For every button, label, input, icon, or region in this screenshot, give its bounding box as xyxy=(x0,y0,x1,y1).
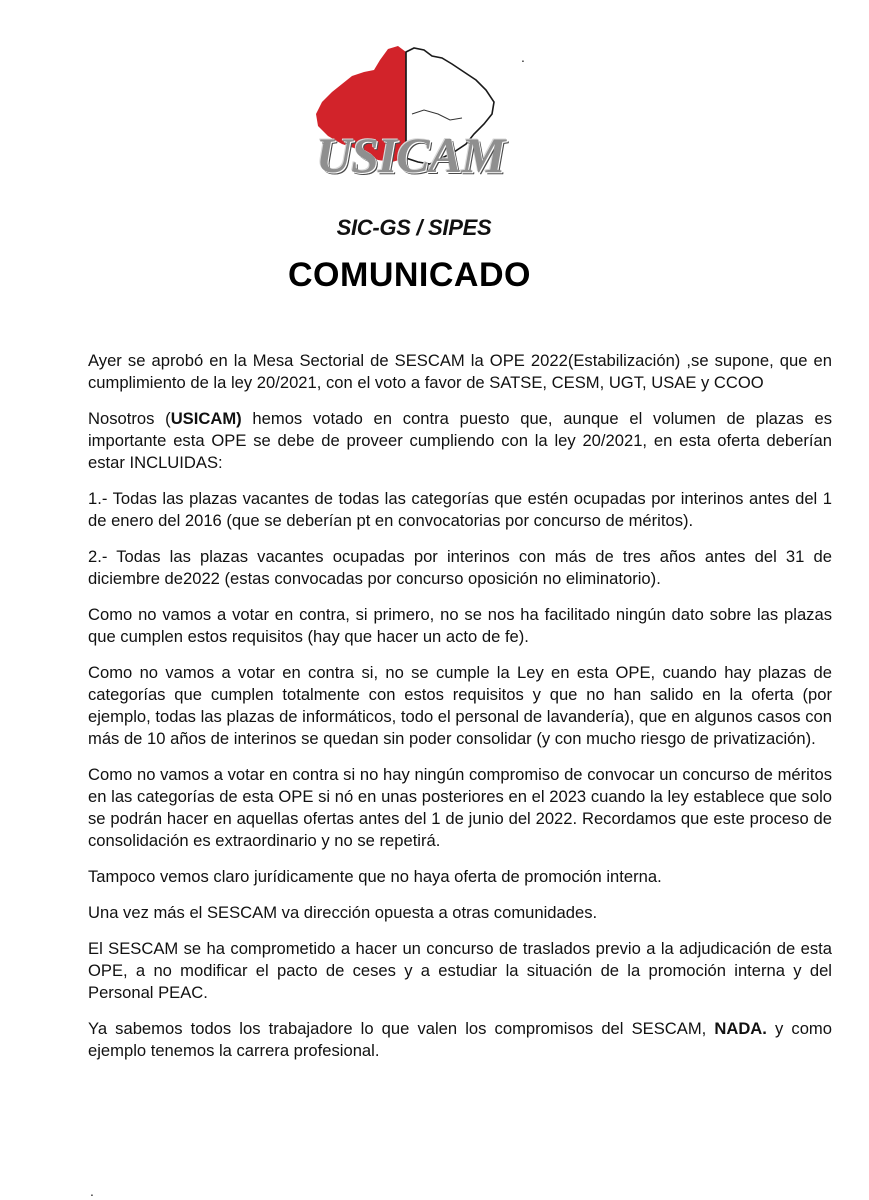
logo-subtitle: SIC-GS / SIPES xyxy=(336,215,492,240)
paragraph-11-bold: NADA. xyxy=(714,1019,767,1038)
document-body xyxy=(88,350,832,1076)
paragraph-11-text-after: y como ejemplo tenemos la carrera profesional. xyxy=(88,1019,832,1060)
corner-mark: . xyxy=(521,49,525,65)
usicam-logo xyxy=(314,44,505,240)
paragraph-7: Como no vamos a votar en contra si no hay ningún compromiso de convocar un concurso de méritos en las categorías de esta OPE si nó en unas posteriores en el 2023 cuando la ley establece que solo se podrán hacer en aquellas ofertas antes del 1 de junio del 2022. Recordamos que este proceso de consolidación es extraordinario y no se repetirá. xyxy=(88,765,832,850)
paragraph-10: El SESCAM se ha comprometido a hacer un concurso de traslados previo a la adjudicación de esta OPE, a no modificar el pacto de ceses y a estudiar la situación de la promoción interna y del Personal PEAC. xyxy=(88,939,832,1002)
paragraph-6: Como no vamos a votar en contra si, no se cumple la Ley en esta OPE, cuando hay plazas de categorías que cumplen totalmente con estos requisitos y que no han salido en la oferta (por ejemplo, todas las plazas de informáticos, todo el personal de lavandería), que en algunos casos con más de 10 años de interinos se quedan sin poder consolidar (y con mucho riesgo de privatización). xyxy=(88,663,832,748)
footer-mark: . xyxy=(90,1183,94,1199)
paragraph-9: Una vez más el SESCAM va dirección opuesta a otras comunidades. xyxy=(88,903,598,922)
document-title: COMUNICADO xyxy=(288,256,531,294)
paragraph-2-bold: USICAM) xyxy=(170,409,242,428)
paragraph-2 xyxy=(88,408,832,474)
paragraph-8: Tampoco vemos claro jurídicamente que no haya oferta de promoción interna. xyxy=(88,867,662,886)
paragraph-11 xyxy=(88,1018,832,1062)
paragraph-4: 2.- Todas las plazas vacantes ocupadas por interinos con más de tres años antes del 31 de diciembre de2022 (estas convocadas por concurso oposición no eliminatorio). xyxy=(88,547,832,588)
paragraph-1: Ayer se aprobó en la Mesa Sectorial de SESCAM la OPE 2022(Estabilización) ,se supone, que en cumplimiento de la ley 20/2021, con el voto a favor de SATSE, CESM, UGT, USAE y CCOO xyxy=(88,351,832,392)
paragraph-2-text-after: hemos votado en contra puesto que, aunque el volumen de plazas es importante esta OPE se debe de proveer cumpliendo con la ley 20/2021, en esta oferta deberían estar INCLUIDAS: xyxy=(88,409,832,472)
paragraph-2-text-before: Nosotros ( xyxy=(88,409,171,428)
paragraph-3: 1.- Todas las plazas vacantes de todas las categorías que estén ocupadas por interinos antes del 1 de enero del 2016 (que se deberían pt en convocatorias por concurso de méritos). xyxy=(88,489,832,530)
paragraph-5: Como no vamos a votar en contra, si primero, no se nos ha facilitado ningún dato sobre las plazas que cumplen estos requisitos (hay que hacer un acto de fe). xyxy=(88,605,832,646)
logo-wordmark: USICAM xyxy=(316,127,505,183)
paragraph-11-text-before: Ya sabemos todos los trabajadore lo que valen los compromisos del SESCAM, xyxy=(88,1019,715,1038)
